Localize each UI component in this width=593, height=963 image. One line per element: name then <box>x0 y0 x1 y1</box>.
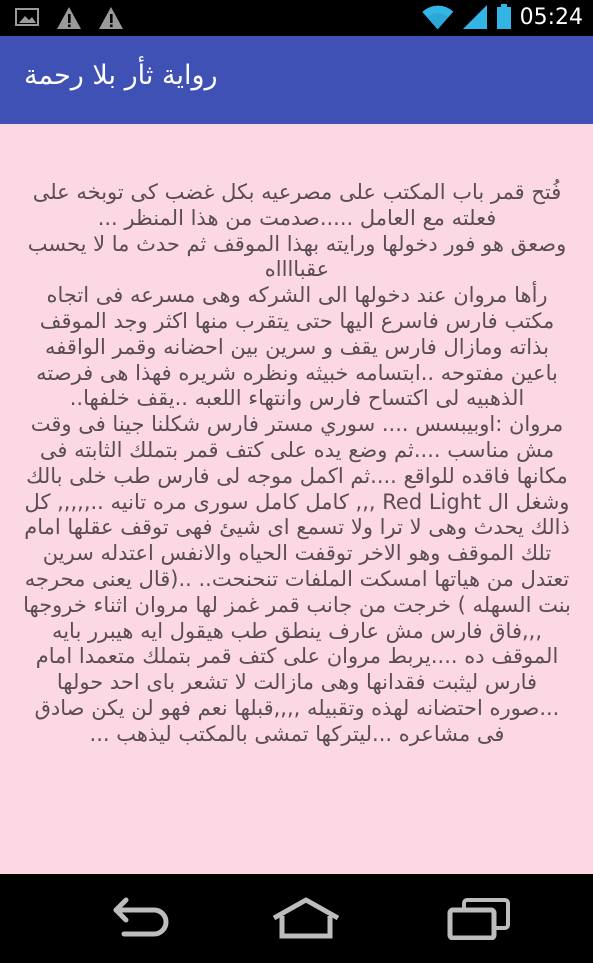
notification-icons <box>14 6 124 30</box>
story-paragraph: فُتح قمر باب المكتب على مصرعيه بكل غضب كى توبخه على فعلته مع العامل .....صدمت من هذا المنظر ... <box>32 180 562 230</box>
story-paragraph: وصعق هو فور دخولها ورايته بهذا الموقف ثم حدث ما لا يحسب عقبااااه <box>27 231 567 282</box>
warning-icon <box>98 6 124 30</box>
signal-icon <box>462 4 488 30</box>
gallery-notification-icon <box>14 6 40 28</box>
battery-icon <box>496 4 512 30</box>
story-paragraph: مروان :اوبيبسس .... سوري مستر فارس شكلنا جينا فى وقت مش مناسب ....ثم وضع يده على كتف قمر بتملك الثابته فى مكانها فاقده للواقع ....ثم اكمل موجه لى فارس طب خلى بالك وشغل ال Red Light ,,, كامل كامل سورى مره تانيه ..,,,,, كل ذالك يحدث وهى لا ترا ولا تسمع اى شيئ فهى توقف عقلها امام تلك الموقف وهو الاخر توقفت الحياه والانفس اعتدله سرين تعتدل من هياتها امسكت الملفات تنحنحت.. ..(قال يعنى محرجه بنت السهله ) خرجت من جانب قمر غمز لها مروان اثناء خروجها ,,,فاق فارس مش عارف ينطق طب هيقول ايه هيبرر بايه الموقف ده ....يربط مروان على كتف قمر بتملك متعمدا امام فارس ليثبت فقدانها وهى مازالت لا تشعر باى احد حولها ...صوره احتضانه لهذه وتقبيله ,,,,قبلها نعم فهو لن يكن صادق فى مشاعره ...ليتركها تمشى بالمكتب ليذهب ... <box>23 412 571 746</box>
story-content[interactable] <box>0 124 593 874</box>
home-icon[interactable] <box>268 896 344 940</box>
warning-icon <box>56 6 82 30</box>
clock: 05:24 <box>519 4 583 30</box>
recent-apps-icon[interactable] <box>444 896 514 940</box>
navigation-bar <box>0 874 593 963</box>
story-text <box>22 180 572 748</box>
status-bar <box>0 0 593 36</box>
back-icon[interactable] <box>104 896 174 940</box>
page-title: رواية ثأر بلا رحمة <box>24 60 218 91</box>
wifi-icon <box>422 4 454 30</box>
story-paragraph: رأها مروان عند دخولها الى الشركه وهى مسرعه فى اتجاه مكتب فارس فاسرع اليها حتى يتقرب منها اكثر وجد الموقف بذاته ومازال فارس يقف و سرين بين احضانه وقمر الواقفه باعين مفتوحه ..ابتسامه خبيثه ونظره شريره فهذا هى فرصته الذهبيه لى اكتساح فارس وانتهاء اللعبه ..يقف خلفها.. <box>36 283 558 411</box>
app-bar <box>0 36 593 124</box>
system-status <box>422 4 583 30</box>
